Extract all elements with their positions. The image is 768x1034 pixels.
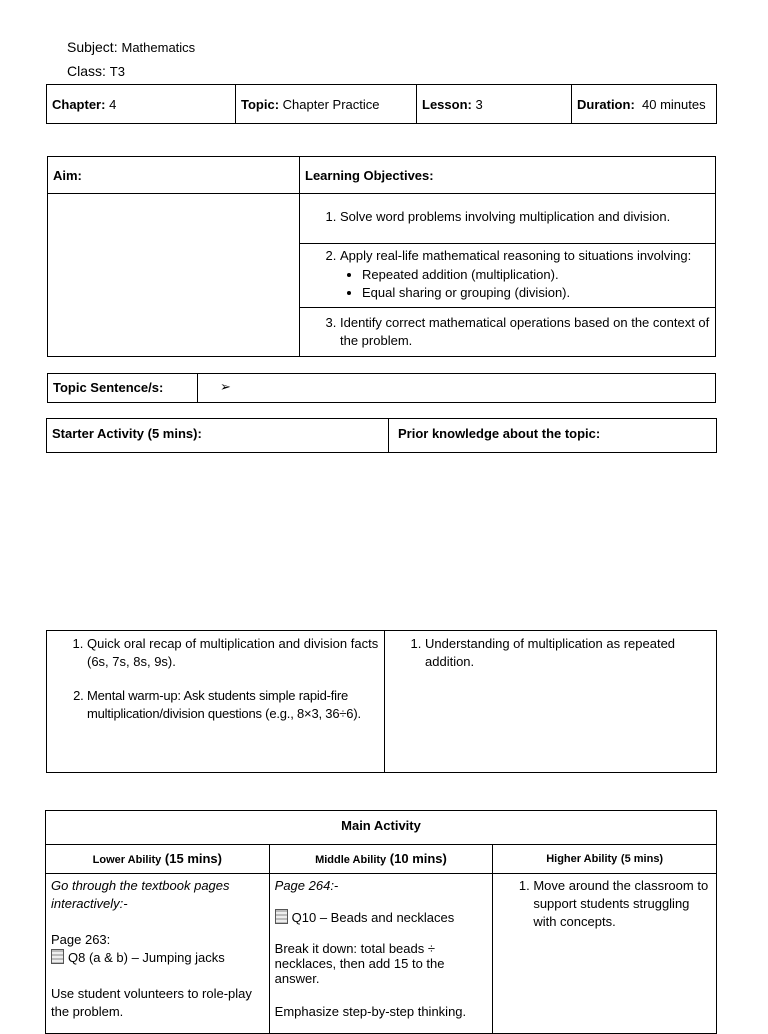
lower-question: Q8 (a & b) – Jumping jacks	[51, 949, 264, 967]
class-value: T3	[109, 64, 125, 79]
subject-line	[67, 39, 195, 55]
higher-ability-content	[493, 874, 717, 1034]
prior-items-cell	[385, 631, 717, 773]
objective-1-cell	[300, 194, 716, 244]
objectives-table	[47, 156, 716, 357]
starter-items-cell	[47, 631, 385, 773]
lower-intro: Go through the textbook pages interactively:-	[51, 878, 230, 911]
objective-2-cell	[300, 244, 716, 308]
aim-content	[48, 194, 300, 357]
lesson-value: 3	[475, 97, 483, 112]
higher-item: 1. Move around the classroom to support students struggling with concepts.	[533, 877, 712, 931]
subject-value: Mathematics	[121, 40, 196, 55]
class-line	[67, 63, 125, 79]
duration-cell: Duration: 40 minutes	[572, 85, 717, 124]
middle-question: Q10 – Beads and necklaces	[275, 909, 488, 927]
objective-3: 3. Identify correct mathematical operations based on the context of the problem.	[340, 314, 711, 350]
middle-page: Page 264:-	[274, 878, 339, 893]
higher-ability-header: Higher Ability (5 mins)	[493, 845, 717, 874]
starter-item: 1. Quick oral recap of multiplication and division facts (6s, 7s, 8s, 9s).	[87, 635, 380, 671]
starter-item: 2. Mental warm-up: Ask students simple rapid-fire multiplication/division questions (e.g., 8×3, 36÷6).	[87, 687, 380, 723]
prior-label: Prior knowledge about the topic:	[398, 426, 601, 441]
topic-sentence-table	[47, 373, 716, 403]
objective-1: 1. Solve word problems involving multiplication and division.	[340, 208, 711, 226]
arrow-bullet-icon: ➢	[220, 379, 231, 394]
duration-value: 40 minutes	[642, 97, 706, 112]
lower-page: Page 263:	[51, 932, 111, 947]
objective-2-bullet: • Repeated addition (multiplication).	[362, 266, 711, 284]
middle-ability-header: Middle Ability (10 mins)	[269, 845, 493, 874]
objective-3-cell	[300, 308, 716, 357]
book-icon	[275, 909, 288, 924]
topic-sentence-label: Topic Sentence/s:	[53, 380, 164, 395]
topic-cell: Topic: Chapter Practice	[236, 85, 417, 124]
lower-ability-header: Lower Ability (15 mins)	[46, 845, 270, 874]
middle-note: Break it down: total beads ÷ necklaces, then add 15 to the answer.	[274, 941, 445, 986]
topic-value: Chapter Practice	[282, 97, 380, 112]
info-table	[46, 84, 717, 124]
book-icon	[51, 949, 64, 964]
main-activity-table	[45, 810, 717, 1034]
main-activity-title: Main Activity	[341, 818, 421, 833]
chapter-cell: Chapter: 4	[47, 85, 236, 124]
subject-label: Subject:	[67, 39, 118, 55]
lower-note: Use student volunteers to role-play the problem.	[51, 986, 252, 1019]
starter-label-cell	[47, 419, 389, 453]
objective-2: 2. Apply real-life mathematical reasoning to situations involving: • Repeated addition (multiplication). • Equal sharing or grouping (division).	[340, 247, 711, 302]
objectives-header: Learning Objectives:	[300, 157, 716, 194]
lesson-cell: Lesson: 3	[417, 85, 572, 124]
middle-note-2: Emphasize step-by-step thinking.	[274, 1004, 467, 1019]
aim-header: Aim:	[48, 157, 300, 194]
prior-label-cell	[389, 419, 717, 453]
topic-sentence-label-cell	[48, 374, 198, 403]
topic-sentence-content	[198, 374, 716, 403]
main-activity-title-cell	[46, 811, 717, 845]
lower-ability-content	[46, 874, 270, 1034]
prior-item: 1. Understanding of multiplication as repeated addition.	[425, 635, 712, 671]
starter-label: Starter Activity (5 mins):	[52, 426, 202, 441]
starter-content-table	[46, 630, 717, 773]
class-label: Class:	[67, 63, 106, 79]
middle-ability-content	[269, 874, 493, 1034]
objective-2-bullet: • Equal sharing or grouping (division).	[362, 284, 711, 302]
chapter-value: 4	[109, 97, 117, 112]
starter-header-table	[46, 418, 717, 453]
